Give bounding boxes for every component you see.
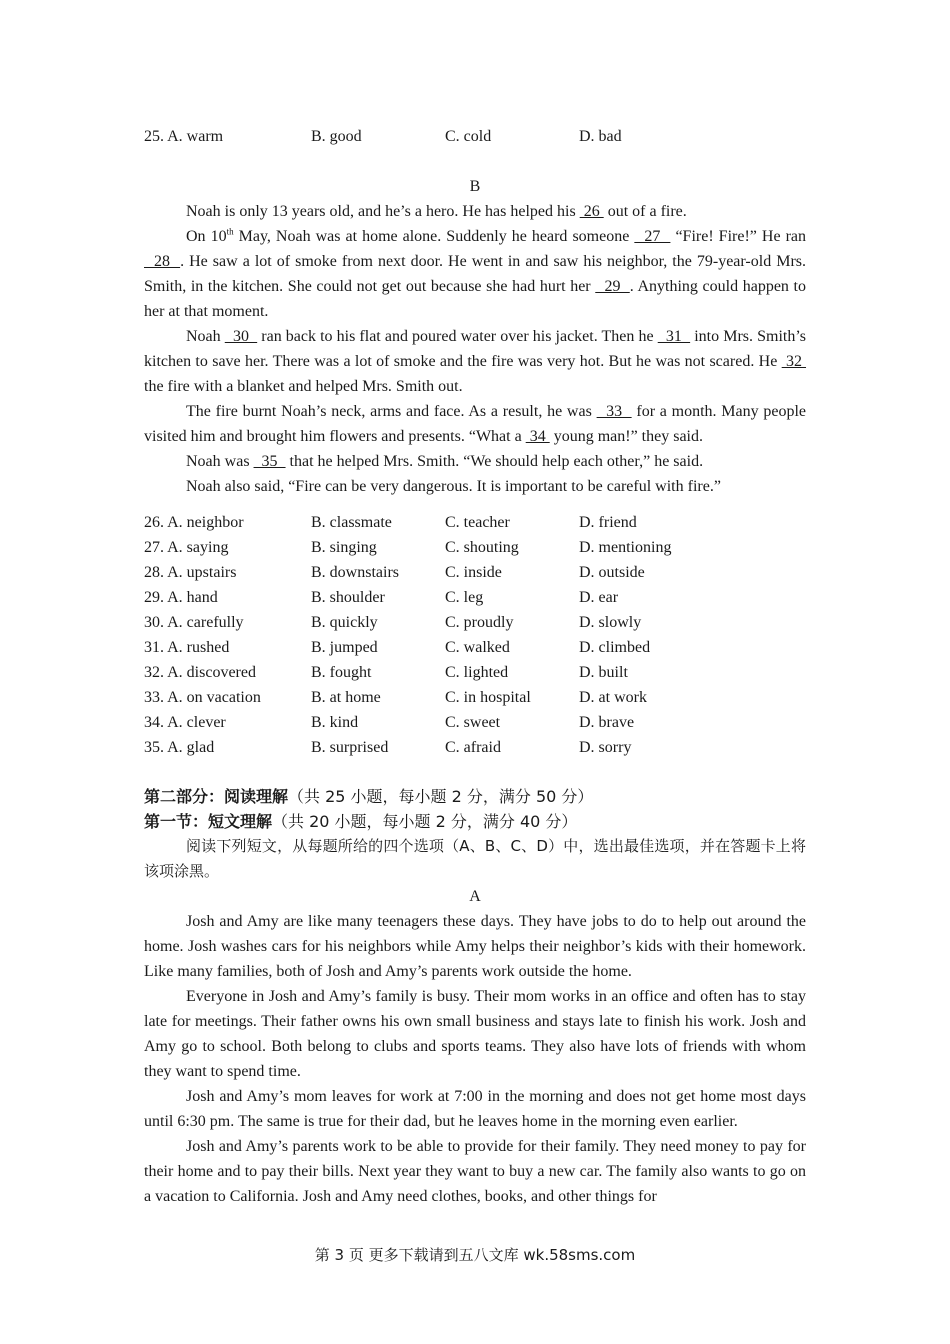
question-number: 31. (144, 639, 164, 656)
blank-29: 29 (595, 278, 630, 295)
text: . Anything could happen to her at that moment. (144, 278, 806, 320)
option-a-text: A. upstairs (167, 564, 237, 581)
question-number: 35. (144, 739, 164, 756)
option-d: D. slowly (579, 614, 642, 631)
passage-a-paragraph-3: Josh and Amy’s mom leaves for work at 7:00 in the morning and does not get home most days until 6:30 pm. The same is true for their dad, but he leaves home in the morning even earlier. (144, 1088, 806, 1130)
passage-b-paragraph-1 (144, 199, 806, 224)
option-c: C. lighted (445, 664, 509, 681)
passage-b-paragraph-2 (144, 224, 806, 324)
blank-34: 34 (525, 428, 550, 445)
question-row (144, 685, 806, 710)
text: that he helped Mrs. Smith. “We should help each other,” he said. (285, 453, 704, 470)
option-d: D. bad (579, 128, 622, 145)
question-row (144, 710, 806, 735)
option-b: B. kind (311, 714, 359, 731)
option-a (144, 560, 236, 585)
option-d: D. sorry (579, 739, 632, 756)
text: Noah (186, 328, 221, 345)
option-b: B. shoulder (311, 589, 385, 606)
text: into Mrs. Smith’s kitchen to save her. There was a lot of smoke and the fire was very hot. But he was not scared. He (144, 328, 807, 370)
instruction-text: 阅读下列短文，从每题所给的四个选项（A、B、C、D）中，选出最佳选项，并在答题卡上将该项涂黑。 (144, 837, 806, 880)
section-1-heading (144, 809, 806, 834)
question-number: 25. (144, 128, 164, 145)
blank-27: 27 (634, 228, 671, 245)
text: Noah is only 13 years old, and he’s a hero. He has helped his (186, 203, 576, 220)
question-number: 27. (144, 539, 164, 556)
page-footer: 第 3 页 更多下载请到五八文库 wk.58sms.com (314, 1246, 636, 1264)
question-row (144, 735, 806, 760)
option-a (144, 610, 244, 635)
passage-a-paragraph-1: Josh and Amy are like many teenagers these days. They have jobs to do to help out around the home. Josh washes cars for his neighbors while Amy helps their neighbor’s kids with their homework. Like many families, both of Josh and Amy’s parents work outside the home. (144, 913, 806, 980)
option-a-text: A. rushed (167, 639, 230, 656)
option-a-text: A. on vacation (167, 689, 261, 706)
question-number: 28. (144, 564, 164, 581)
option-c: C. teacher (445, 514, 510, 531)
part-2-title: 第二部分：阅读理解 (144, 787, 289, 806)
option-b: B. good (311, 128, 362, 145)
blank-30: 30 (224, 328, 258, 345)
option-d: D. at work (579, 689, 647, 706)
question-number: 29. (144, 589, 164, 606)
option-d: D. mentioning (579, 539, 672, 556)
question-number: 26. (144, 514, 164, 531)
section-b-letter: B (469, 178, 481, 195)
option-c: C. walked (445, 639, 510, 656)
question-row-25 (144, 124, 806, 149)
option-a (144, 710, 226, 735)
option-d: D. ear (579, 589, 619, 606)
option-b: B. at home (311, 689, 381, 706)
question-number: 32. (144, 664, 164, 681)
option-a-text: A. glad (167, 739, 215, 756)
text: young man!” they said. (549, 428, 703, 445)
blank-26: 26 (579, 203, 604, 220)
option-a-text: A. warm (167, 128, 224, 145)
superscript-th: th (226, 226, 234, 237)
question-row (144, 635, 806, 660)
blank-28: 28 (144, 253, 181, 270)
passage-a-paragraph-2: Everyone in Josh and Amy’s family is busy. Their mom works in an office and often has to stay late for meetings. Their father owns his own small business and stays late to finish his work. Josh and Amy go to school. Both belong to clubs and sports teams. They also have lots of friends with whom they want to spend time. (144, 988, 806, 1080)
option-c: C. leg (445, 589, 484, 606)
text: for a month. Many people visited him and brought him flowers and presents. “What a (144, 403, 807, 445)
blank-33: 33 (596, 403, 632, 420)
option-d: D. brave (579, 714, 635, 731)
option-a-text: A. carefully (167, 614, 244, 631)
passage-b-paragraph-4 (144, 399, 806, 449)
option-a (144, 735, 214, 760)
option-a-text: A. hand (167, 589, 218, 606)
option-a (144, 685, 261, 710)
option-c: C. inside (445, 564, 502, 581)
blank-35: 35 (253, 453, 286, 470)
question-row (144, 535, 806, 560)
part-2-scoring: （共 25 小题，每小题 2 分，满分 50 分） (288, 787, 594, 806)
text: May, Noah was at home alone. Suddenly he heard someone (233, 228, 630, 245)
question-number: 30. (144, 614, 164, 631)
text: out of a fire. (603, 203, 687, 220)
option-a (144, 535, 228, 560)
blank-31: 31 (657, 328, 691, 345)
option-a-text: A. clever (167, 714, 226, 731)
text: the fire with a blanket and helped Mrs. Smith out. (144, 378, 463, 395)
option-a-text: A. saying (167, 539, 229, 556)
text: . He saw a lot of smoke from next door. He went in and saw his neighbor, the 79-year-old Mrs. Smith, in the kitchen. She could not get out because she had hurt her (144, 253, 806, 295)
question-row (144, 610, 806, 635)
section-1-scoring: （共 20 小题，每小题 2 分，满分 40 分） (272, 812, 578, 831)
option-b: B. quickly (311, 614, 378, 631)
option-b: B. jumped (311, 639, 378, 656)
option-a (144, 585, 218, 610)
option-a (144, 635, 229, 660)
text: Noah was (186, 453, 250, 470)
question-row (144, 660, 806, 685)
option-c: C. sweet (445, 714, 501, 731)
option-d: D. climbed (579, 639, 651, 656)
option-b: B. singing (311, 539, 377, 556)
question-row (144, 585, 806, 610)
option-c: C. proudly (445, 614, 514, 631)
option-a-text: A. neighbor (167, 514, 244, 531)
part-2-heading (144, 784, 806, 809)
option-c: C. afraid (445, 739, 501, 756)
text: “Fire! Fire!” He ran (670, 228, 806, 245)
option-d: D. outside (579, 564, 645, 581)
section-1-title: 第一节：短文理解 (144, 812, 273, 831)
option-c: C. shouting (445, 539, 519, 556)
question-row (144, 510, 806, 535)
option-a (144, 124, 223, 149)
text: ran back to his flat and poured water over his jacket. Then he (257, 328, 654, 345)
text: The fire burnt Noah’s neck, arms and face. As a result, he was (186, 403, 592, 420)
option-a (144, 660, 256, 685)
question-row (144, 560, 806, 585)
option-b: B. downstairs (311, 564, 399, 581)
section-a-letter: A (469, 888, 481, 905)
blank-32: 32 (781, 353, 807, 370)
text: On 10 (186, 228, 227, 245)
passage-b-paragraph-5 (144, 449, 806, 474)
option-d: D. built (579, 664, 628, 681)
option-b: B. surprised (311, 739, 389, 756)
option-c: C. cold (445, 128, 492, 145)
option-b: B. classmate (311, 514, 392, 531)
passage-a-paragraph-4: Josh and Amy’s parents work to be able to provide for their family. They need money to pay for their home and to pay their bills. Next year they want to buy a new car. The family also wants to go on a vacation to California. Josh and Amy need clothes, books, and other things for (144, 1138, 806, 1205)
passage-b-paragraph-3 (144, 324, 806, 399)
option-a-text: A. discovered (167, 664, 256, 681)
question-number: 33. (144, 689, 164, 706)
option-a (144, 510, 244, 535)
option-c: C. in hospital (445, 689, 531, 706)
passage-b-paragraph-6: Noah also said, “Fire can be very dangerous. It is important to be careful with fire.” (186, 478, 721, 495)
option-d: D. friend (579, 514, 637, 531)
option-b: B. fought (311, 664, 372, 681)
question-number: 34. (144, 714, 164, 731)
